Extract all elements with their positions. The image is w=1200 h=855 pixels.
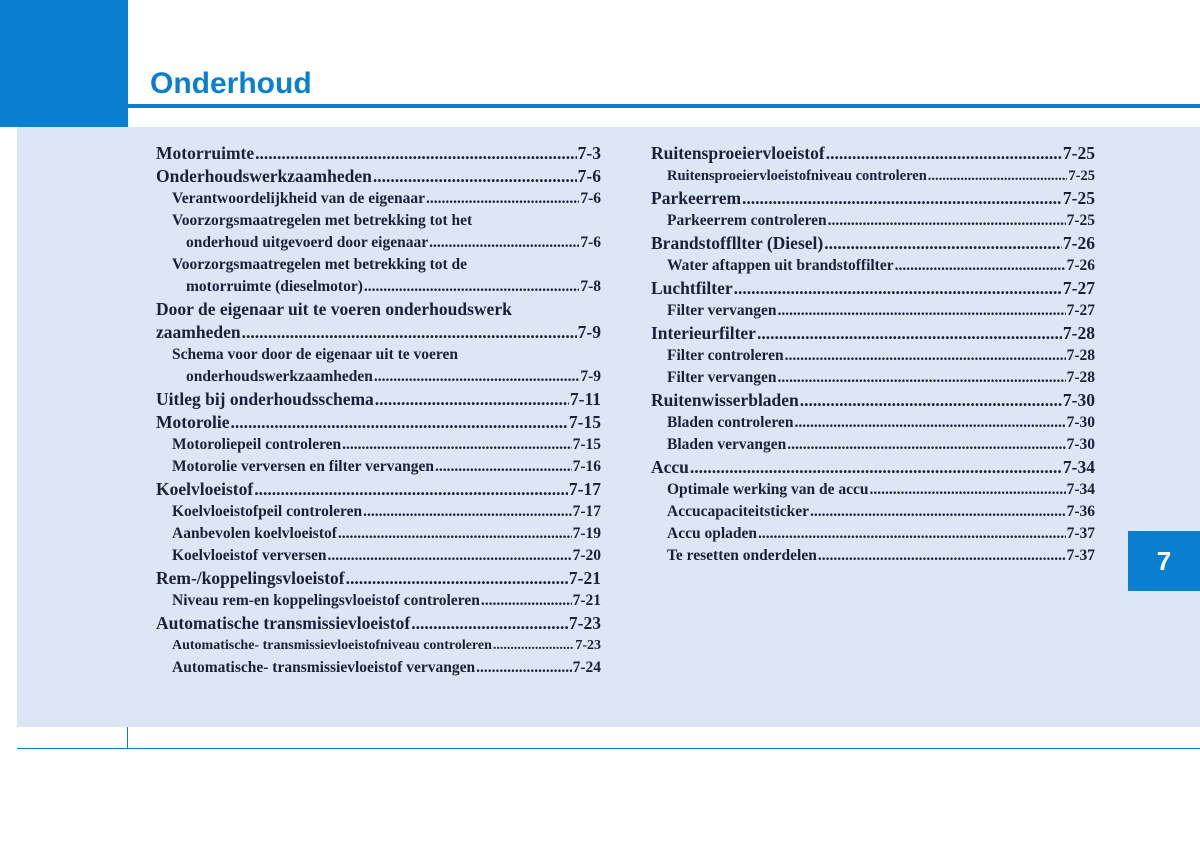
toc-entry-label: Aanbevolen koelvloeistof [172,525,337,542]
toc-entry-page: 7-26 [1062,233,1095,253]
dot-leader [375,388,569,411]
toc-entry-page: 7-36 [1066,503,1095,520]
toc-subentry[interactable] [156,188,601,210]
toc-subentry[interactable] [651,479,1095,501]
toc-entry[interactable] [156,478,601,501]
dot-leader [328,545,572,567]
toc-entry[interactable] [156,411,601,434]
dot-leader [476,657,572,679]
toc-entry[interactable] [156,567,601,590]
toc-entry-label: Motorruimte [156,143,255,163]
toc-entry-label: Filter vervangen [667,302,777,319]
toc-entry-page: 7-26 [1066,257,1095,274]
toc-entry-page: 7-28 [1066,369,1095,386]
toc-entry-page: 7-3 [577,143,601,163]
toc-subentry[interactable] [156,456,601,478]
page-title: Onderhoud [150,67,312,100]
toc-entry[interactable] [156,321,601,344]
dot-leader [429,232,579,254]
toc-entry-label: Ruitenwisserbladen [651,390,799,410]
toc-entry[interactable] [156,142,601,165]
toc-entry-page: 7-28 [1066,347,1095,364]
bottom-rule [17,748,1200,749]
chapter-tab[interactable]: 7 [1128,531,1200,591]
dot-leader [346,567,568,590]
toc-entry-page: 7-6 [577,166,601,186]
toc-subentry[interactable] [156,501,601,523]
toc-entry-page: 7-23 [575,638,601,653]
toc-entry-page: 7-28 [1062,323,1095,343]
toc-entry-label: onderhoud uitgevoerd door eigenaar [186,234,429,251]
toc-entry-page: 7-15 [572,436,601,453]
toc-entry-page: 7-34 [1066,481,1095,498]
toc-entry-page: 7-30 [1062,390,1095,410]
toc-entry[interactable] [156,165,601,188]
toc-subentry-line[interactable]: Voorzorgsmaatregelen met betrekking tot de [172,256,468,273]
dot-leader [787,434,1065,456]
toc-entry-page: 7-25 [1068,168,1095,184]
toc-entry-label: motorruimte (dieselmotor) [186,278,363,295]
toc-entry-label: Motorolie verversen en filter vervangen [172,458,434,475]
toc-entry-label: Automatische transmissievloeistof [156,613,411,633]
dot-leader [411,612,568,635]
dot-leader [794,412,1065,434]
toc-entry[interactable] [651,322,1095,345]
toc-entry-label: Parkeerrem [651,188,742,208]
toc-entry-label: Niveau rem-en koppelingsvloeistof controleren [172,592,480,609]
toc-entry[interactable] [651,232,1095,255]
toc-subentry[interactable] [156,657,601,679]
toc-entry-page: 7-30 [1066,436,1095,453]
toc-entry-page: 7-6 [580,190,601,207]
toc-entry[interactable] [651,187,1095,210]
toc-entry-label: Filter vervangen [667,369,777,386]
dot-leader [828,210,1066,232]
dot-leader [777,300,1065,322]
dot-leader [734,277,1062,300]
toc-entry-page: 7-17 [572,503,601,520]
toc-entry-page: 7-27 [1062,278,1095,298]
toc-subentry[interactable] [651,165,1095,187]
toc-entry-page: 7-19 [572,525,601,542]
toc-subentry[interactable] [651,367,1095,389]
toc-entry[interactable] [651,277,1095,300]
toc-entry-page: 7-9 [580,368,601,385]
toc-subentry[interactable] [156,366,601,388]
toc-entry[interactable] [651,456,1095,479]
toc-entry-label: Parkeerrem controleren [667,212,827,229]
toc-entry-label: Ruitensproeiervloeistofniveau controleren [667,168,927,184]
toc-entry-page: 7-11 [569,389,601,409]
toc-entry-page: 7-21 [568,568,601,588]
dot-leader [342,434,571,456]
toc-entry-label: Luchtfilter [651,278,733,298]
toc-entry-page: 7-6 [580,234,601,251]
toc-entry-page: 7-17 [568,479,601,499]
toc-subentry[interactable] [651,412,1095,434]
toc-entry[interactable] [156,388,601,411]
toc-subentry-line[interactable]: Voorzorgsmaatregelen met betrekking tot het [172,212,473,229]
toc-subentry[interactable] [156,523,601,545]
toc-entry-label: Motorolie [156,412,230,432]
toc-column-left [156,142,601,679]
corner-color-block [0,0,127,127]
toc-subentry[interactable] [156,232,601,254]
toc-entry-line[interactable]: Door de eigenaar uit te voeren onderhoudswerk [156,299,512,319]
toc-entry-page: 7-23 [568,613,601,633]
dot-leader [374,366,579,388]
dot-leader [824,232,1062,255]
dot-leader [363,501,571,523]
toc-entry-page: 7-9 [577,322,601,342]
toc-entry-page: 7-16 [572,458,601,475]
toc-subentry[interactable] [651,300,1095,322]
toc-subentry[interactable] [651,210,1095,232]
toc-entry-label: Automatische- transmissievloeistof vervangen [172,659,476,676]
dot-leader [231,411,568,434]
dot-leader [338,523,572,545]
dot-leader [493,635,574,657]
toc-entry-page: 7-27 [1066,302,1095,319]
dot-leader [242,321,577,344]
dot-leader [757,322,1062,345]
toc-entry-label: Interieurfilter [651,323,756,343]
toc-entry-page: 7-24 [572,659,601,676]
toc-entry-page: 7-21 [572,592,601,609]
toc-subentry[interactable] [651,545,1095,567]
toc-entry-label: zaamheden [156,322,241,342]
toc-entry-label: Koelvloeistofpeil controleren [172,503,363,520]
dot-leader [800,389,1062,412]
dot-leader [826,142,1062,165]
toc-entry-page: 7-15 [568,412,601,432]
toc-entry-page: 7-8 [580,278,601,295]
title-underline [128,104,1200,108]
toc-entry-label: Ruitensproeiervloeistof [651,143,825,163]
toc-subentry[interactable] [651,501,1095,523]
toc-subentry[interactable] [651,255,1095,277]
toc-subentry-line[interactable]: Schema voor door de eigenaar uit te voeren [172,346,459,363]
toc-entry-label: Bladen vervangen [667,436,787,453]
toc-entry-label: Koelvloeistof [156,479,254,499]
dot-leader [254,478,568,501]
dot-leader [481,590,572,612]
dot-leader [758,523,1066,545]
toc-entry[interactable] [651,142,1095,165]
toc-entry-label: Optimale werking van de accu [667,481,869,498]
toc-entry-label: Bladen controleren [667,414,794,431]
toc-entry-page: 7-30 [1066,414,1095,431]
toc-subentry[interactable] [156,276,601,298]
toc-entry-label: Onderhoudswerkzaamheden [156,166,372,186]
toc-column-right [651,142,1095,567]
dot-leader [742,187,1062,210]
dot-leader [255,142,577,165]
dot-leader [785,345,1066,367]
toc-entry-label: Uitleg bij onderhoudsschema [156,389,374,409]
dot-leader [426,188,579,210]
toc-entry-page: 7-34 [1062,457,1095,477]
toc-entry[interactable] [651,389,1095,412]
toc-entry-page: 7-25 [1066,212,1095,229]
toc-entry-label: onderhoudswerkzaamheden [186,368,373,385]
toc-entry-label: Filter controleren [667,347,784,364]
toc-entry-page: 7-37 [1066,547,1095,564]
dot-leader [373,165,577,188]
dot-leader [870,479,1066,501]
toc-entry-label: Verantwoordelijkheid van de eigenaar [172,190,426,207]
toc-entry-label: Koelvloeistof verversen [172,547,327,564]
dot-leader [435,456,572,478]
dot-leader [690,456,1062,479]
dot-leader [364,276,579,298]
toc-entry-page: 7-20 [572,547,601,564]
toc-subentry[interactable] [156,635,601,657]
toc-entry-page: 7-25 [1062,143,1095,163]
toc-entry-label: Brandstoffllter (Diesel) [651,233,824,253]
toc-entry-label: Motoroliepeil controleren [172,436,342,453]
dot-leader [777,367,1065,389]
toc-entry-label: Rem-/koppelingsvloeistof [156,568,345,588]
toc-subentry[interactable] [651,523,1095,545]
toc-subentry[interactable] [156,434,601,456]
toc-entry-label: Accucapaciteitsticker [667,503,810,520]
toc-subentry[interactable] [156,545,601,567]
dot-leader [928,165,1068,187]
toc-entry-label: Accu [651,457,689,477]
toc-subentry[interactable] [156,590,601,612]
toc-subentry[interactable] [651,434,1095,456]
dot-leader [810,501,1066,523]
toc-entry-page: 7-25 [1062,188,1095,208]
toc-entry-label: Accu opladen [667,525,757,542]
toc-entry-label: Water aftappen uit brandstoffilter [667,257,894,274]
toc-entry-label: Automatische- transmissievloeistofniveau controleren [172,638,492,653]
toc-entry-label: Te resetten onderdelen [667,547,817,564]
dot-leader [895,255,1066,277]
toc-subentry[interactable] [651,345,1095,367]
toc-entry[interactable] [156,612,601,635]
toc-entry-page: 7-37 [1066,525,1095,542]
dot-leader [818,545,1066,567]
